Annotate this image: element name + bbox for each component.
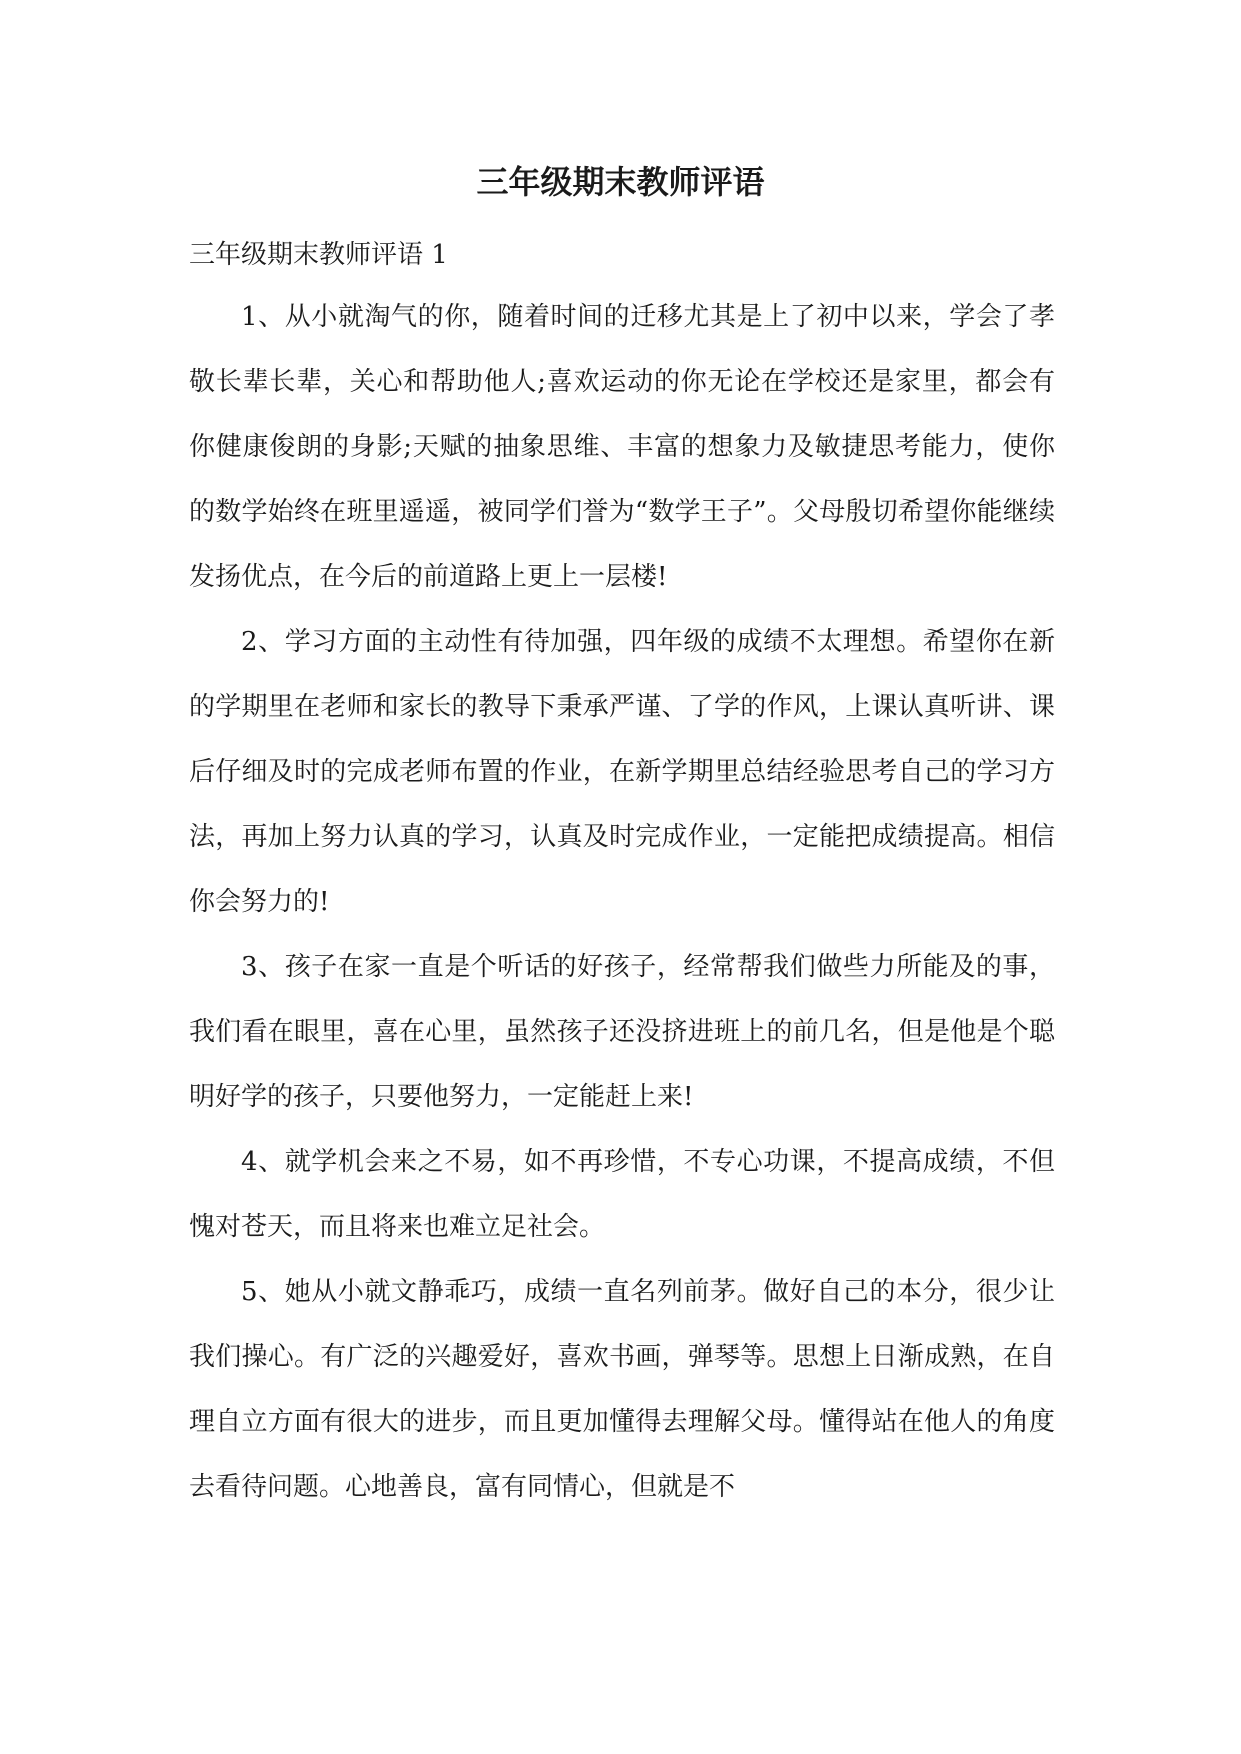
comment-paragraph-1: 1、从小就淘气的你，随着时间的迁移尤其是上了初中以来，学会了孝敬长辈长辈，关心和帮助他人;喜欢运动的你无论在学校还是家里，都会有你健康俊朗的身影;天赋的抽象思维、丰富的想象力及敏捷思考能力，使你的数学始终在班里遥遥，被同学们誉为“数学王子”。父母殷切希望你能继续发扬优点，在今后的前道路上更上一层楼! — [189, 302, 1055, 592]
comment-paragraph-4: 4、就学机会来之不易，如不再珍惜，不专心功课，不提高成绩，不但愧对苍天，而且将来也难立足社会。 — [189, 1147, 1055, 1242]
document-body — [189, 225, 1055, 1520]
comment-paragraph-3: 3、孩子在家一直是个听话的好孩子，经常帮我们做些力所能及的事，我们看在眼里，喜在心里，虽然孩子还没挤进班上的前几名，但是他是个聪明好学的孩子，只要他努力，一定能赶上来! — [189, 952, 1055, 1112]
document-title: 三年级期末教师评语 — [476, 163, 765, 201]
comment-paragraph-5: 5、她从小就文静乖巧，成绩一直名列前茅。做好自己的本分，很少让我们操心。有广泛的兴趣爱好，喜欢书画，弹琴等。思想上日渐成熟，在自理自立方面有很大的进步，而且更加懂得去理解父母。懂得站在他人的角度去看待问题。心地善良，富有同情心，但就是不 — [189, 1277, 1055, 1502]
comment-paragraph-2: 2、学习方面的主动性有待加强，四年级的成绩不太理想。希望你在新的学期里在老师和家长的教导下秉承严谨、了学的作风，上课认真听讲、课后仔细及时的完成老师布置的作业，在新学期里总结经验思考自己的学习方法，再加上努力认真的学习，认真及时完成作业，一定能把成绩提高。相信你会努力的! — [189, 627, 1055, 917]
section-heading: 三年级期末教师评语 1 — [189, 240, 448, 270]
